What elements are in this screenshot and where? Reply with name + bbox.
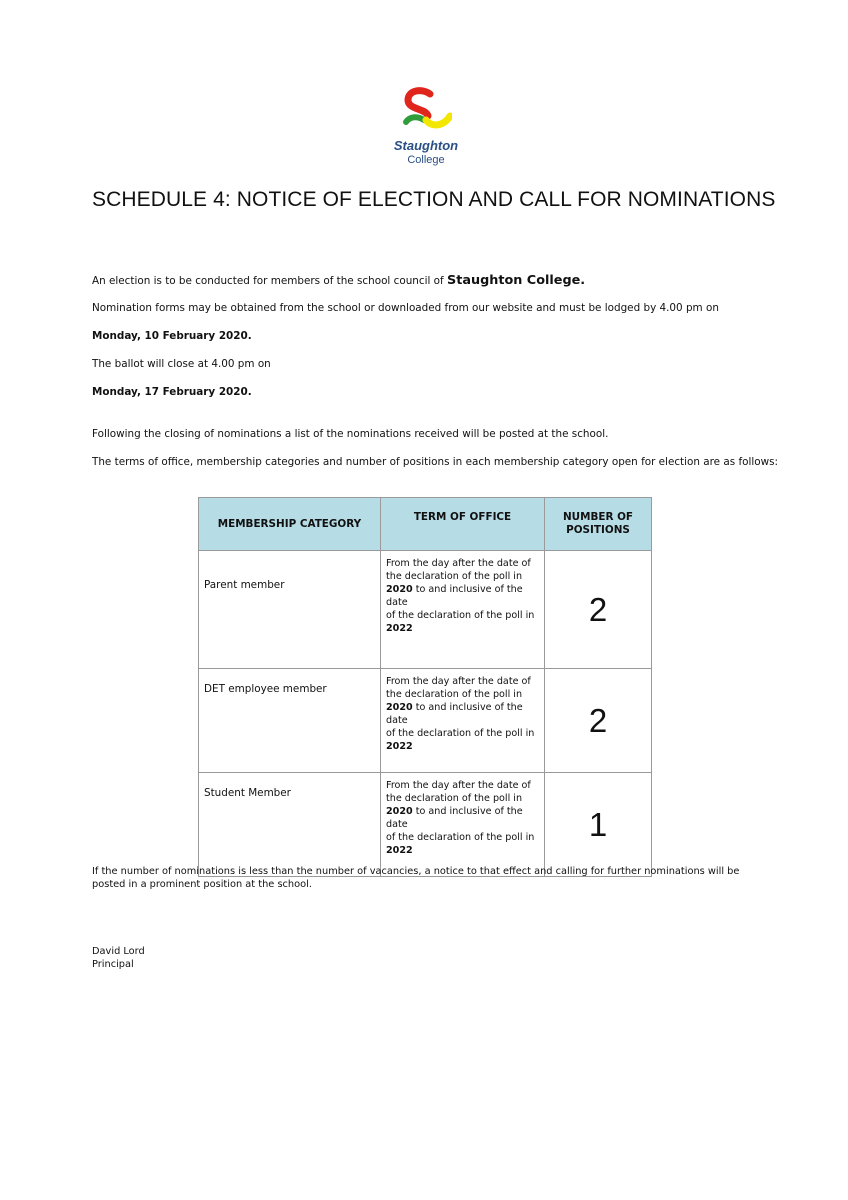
term-line: the declaration of the poll in	[386, 793, 523, 804]
signature-title: Principal	[92, 959, 134, 970]
term-line: of the declaration of the poll in	[386, 728, 535, 739]
row-term	[381, 773, 545, 877]
membership-table	[198, 497, 652, 877]
term-year-start: 2020	[386, 702, 413, 713]
following-paragraph: Following the closing of nominations a list of the nominations received will be posted at the school.	[92, 428, 609, 440]
row-category: DET employee member	[199, 669, 381, 773]
header-number-line2: POSITIONS	[566, 524, 630, 536]
signature-block	[92, 945, 145, 971]
header-membership-category: MEMBERSHIP CATEGORY	[199, 498, 381, 551]
row-category: Parent member	[199, 551, 381, 669]
term-year-end: 2022	[386, 741, 413, 752]
term-line: to and inclusive of the date	[386, 584, 523, 608]
term-line: to and inclusive of the date	[386, 702, 523, 726]
ballot-paragraph: The ballot will close at 4.00 pm on	[92, 358, 271, 370]
row-positions: 1	[545, 773, 652, 877]
row-term	[381, 551, 545, 669]
term-line: of the declaration of the poll in	[386, 832, 535, 843]
row-positions: 2	[545, 551, 652, 669]
table-row	[199, 669, 652, 773]
table-header-row	[199, 498, 652, 551]
term-year-start: 2020	[386, 806, 413, 817]
header-term-of-office: TERM OF OFFICE	[381, 498, 545, 551]
header-number-of-positions	[545, 498, 652, 551]
intro-paragraph	[92, 273, 585, 288]
ballot-date-text: Monday, 17 February 2020.	[92, 386, 252, 398]
nomination-date	[92, 330, 252, 342]
term-line: the declaration of the poll in	[386, 571, 523, 582]
term-year-end: 2022	[386, 623, 413, 634]
row-category: Student Member	[199, 773, 381, 877]
nomination-date-text: Monday, 10 February 2020.	[92, 330, 252, 342]
table-row	[199, 773, 652, 877]
term-line: From the day after the date of	[386, 676, 531, 687]
logo-school-sub: College	[407, 154, 445, 166]
row-positions: 2	[545, 669, 652, 773]
header-number-line1: NUMBER OF	[562, 511, 634, 523]
vacancy-note: If the number of nominations is less than the number of vacancies, a notice to that effect and calling for further nominations will be posted in a prominent position at the school.	[92, 866, 740, 890]
page-title: SCHEDULE 4: NOTICE OF ELECTION AND CALL FOR NOMINATIONS	[92, 188, 776, 211]
term-line: the declaration of the poll in	[386, 689, 523, 700]
term-year-start: 2020	[386, 584, 413, 595]
table-row	[199, 551, 652, 669]
terms-paragraph: The terms of office, membership categories and number of positions in each membership category open for election are as follows:	[92, 456, 779, 468]
term-line: to and inclusive of the date	[386, 806, 523, 830]
logo-mark-icon	[400, 86, 452, 138]
term-line: From the day after the date of	[386, 780, 531, 791]
school-logo	[386, 86, 466, 172]
intro-text: An election is to be conducted for members of the school council of	[92, 275, 447, 287]
signature-name: David Lord	[92, 946, 145, 957]
logo-school-name: Staughton	[393, 138, 459, 153]
school-name: Staughton College.	[446, 273, 586, 288]
term-line: of the declaration of the poll in	[386, 610, 535, 621]
ballot-date	[92, 386, 252, 398]
row-term	[381, 669, 545, 773]
term-line: From the day after the date of	[386, 558, 531, 569]
nomination-paragraph: Nomination forms may be obtained from the school or downloaded from our website and must be lodged by 4.00 pm on	[92, 302, 719, 314]
term-year-end: 2022	[386, 845, 413, 856]
